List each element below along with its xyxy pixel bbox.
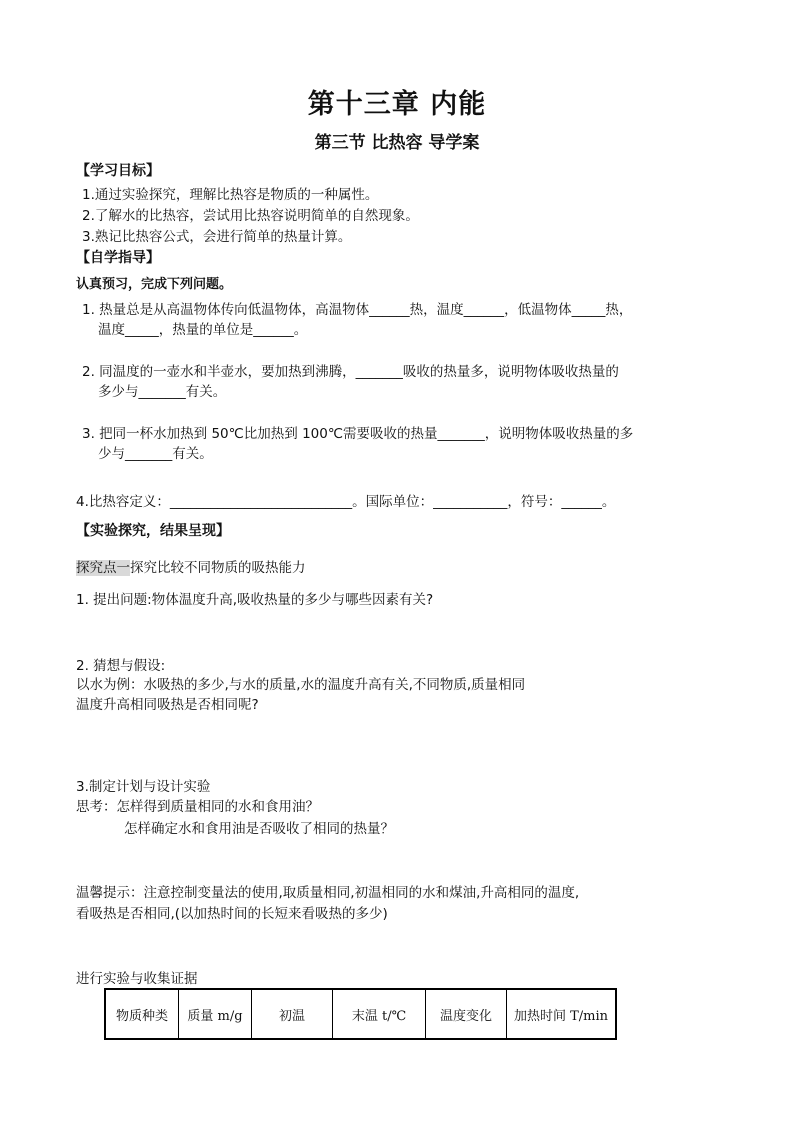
goal-item-2: 2.了解水的比热容，尝试用比热容说明简单的自然现象。 (82, 208, 419, 224)
step-3-title: 3.制定计划与设计实验 (76, 779, 211, 795)
inquiry-point-text: 探究比较不同物质的吸热能力 (130, 560, 306, 576)
guide-instruction: 认真预习，完成下列问题。 (76, 277, 233, 292)
goal-item-1: 1.通过实验探究，理解比热容是物质的一种属性。 (82, 187, 379, 203)
question-2-line-1: 2. 同温度的一壶水和半壶水，要加热到沸腾，_______吸收的热量多，说明物体吸收热量的 (82, 364, 619, 380)
think-line-1: 思考：怎样得到质量相同的水和食用油？ (76, 799, 319, 815)
tip-line-2: 看吸热是否相同,(以加热时间的长短来看吸热的多少) (76, 906, 388, 922)
tip-line-1: 温馨提示：注意控制变量法的使用,取质量相同,初温相同的水和煤油,升高相同的温度, (76, 885, 580, 901)
step-2-line-1: 以水为例：水吸热的多少,与水的质量,水的温度升高有关,不同物质,质量相同 (76, 677, 526, 693)
table-header-cell: 加热时间 T/min (507, 989, 617, 1039)
page-subtitle: 第三节 比热容 导学案 (314, 133, 480, 153)
inquiry-point (76, 556, 306, 576)
step-2-line-2: 温度升高相同吸热是否相同呢? (76, 697, 259, 713)
table-header-cell: 质量 m/g (179, 989, 252, 1039)
question-3-line-2: 少与_______有关。 (98, 446, 213, 462)
think-line-2: 怎样确定水和食用油是否吸收了相同的热量？ (124, 821, 394, 837)
question-4: 4.比热容定义：___________________________。国际单位：___________，符号：______。 (76, 494, 616, 510)
table-header-cell: 末温 t/℃ (333, 989, 426, 1039)
goal-item-3: 3.熟记比热容公式，会进行简单的热量计算。 (82, 229, 352, 245)
step-2-title: 2. 猜想与假设: (76, 658, 166, 674)
guide-heading: 【自学指导】 (76, 250, 160, 266)
table-header-row (105, 989, 616, 1039)
page-title: 第十三章 内能 (307, 89, 487, 120)
question-3-line-1: 3. 把同一杯水加热到 50℃比加热到 100℃需要吸收的热量_______，说明物体吸收热量的多 (82, 426, 634, 442)
table-header-cell: 物质种类 (105, 989, 179, 1039)
question-2-line-2: 多少与_______有关。 (98, 384, 227, 400)
table-header-cell: 温度变化 (426, 989, 507, 1039)
table-header-cell: 初温 (252, 989, 333, 1039)
collect-evidence-label: 进行实验与收集证据 (76, 971, 198, 987)
inquiry-point-tag: 探究点一 (76, 560, 130, 576)
goals-heading: 【学习目标】 (76, 163, 160, 179)
experiment-heading: 【实验探究，结果呈现】 (76, 523, 230, 539)
question-1-line-2: 温度_____，热量的单位是______。 (98, 322, 308, 338)
data-table (104, 988, 617, 1040)
step-1: 1. 提出问题:物体温度升高,吸收热量的多少与哪些因素有关? (76, 592, 434, 608)
question-1-line-1: 1. 热量总是从高温物体传向低温物体，高温物体______热，温度______，低温物体_____热， (82, 302, 633, 318)
